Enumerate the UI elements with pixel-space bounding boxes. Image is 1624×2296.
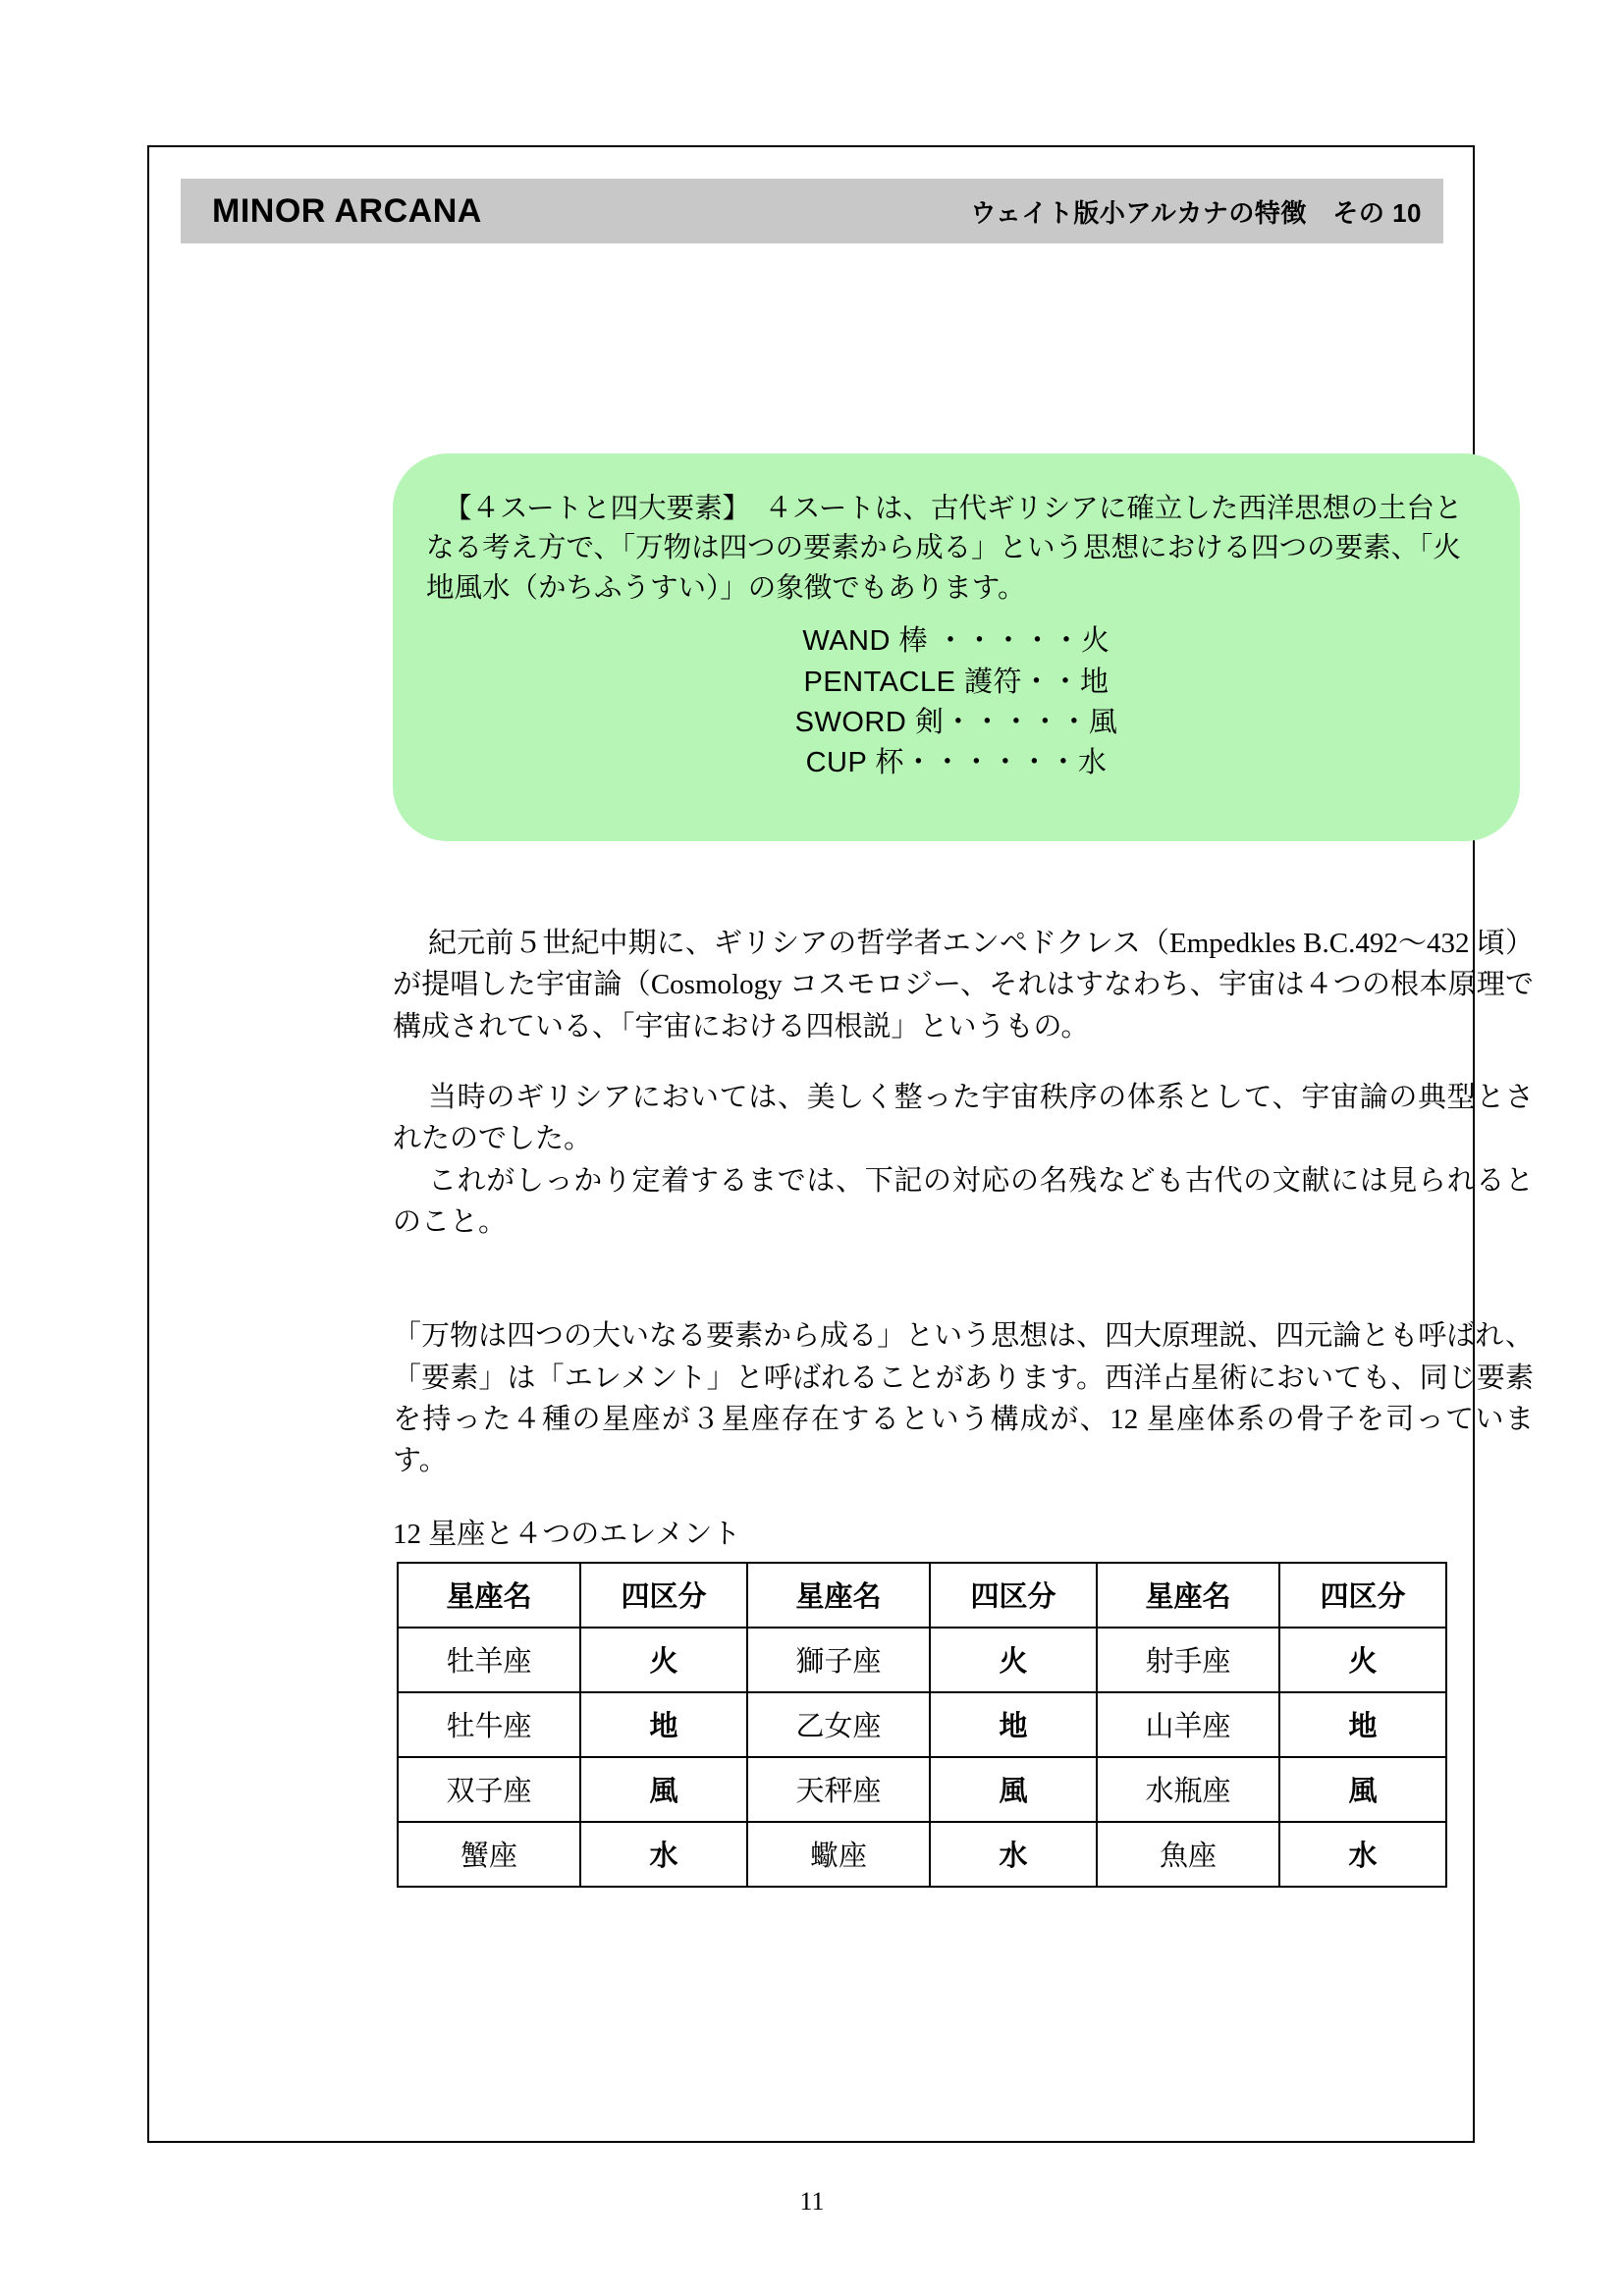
table-cell: 天秤座 xyxy=(747,1757,930,1822)
paragraph-remnants: これがしっかり定着するまでは、下記の対応の名残なども古代の文献には見られるとのこと。 xyxy=(393,1164,1534,1238)
table-header-row xyxy=(398,1563,1446,1628)
suit-line-pentacle: PENTACLE 護符・・地 xyxy=(803,666,1110,698)
table-row xyxy=(398,1692,1446,1757)
table-row xyxy=(398,1628,1446,1692)
table-header-cell: 四区分 xyxy=(1279,1563,1446,1628)
four-suits-callout xyxy=(393,454,1520,841)
table-caption: 12 星座と４つのエレメント xyxy=(393,1518,741,1550)
table-cell: 風 xyxy=(580,1757,747,1822)
table-cell: 火 xyxy=(930,1628,1097,1692)
zodiac-element-table xyxy=(397,1562,1447,1888)
table-cell: 獅子座 xyxy=(747,1628,930,1692)
suit-line-wand: WAND 棒 ・・・・・火 xyxy=(802,625,1110,658)
page-subtitle: ウェイト版小アルカナの特徴 その 10 xyxy=(970,197,1422,228)
page-title: MINOR ARCANA xyxy=(212,191,482,230)
table-cell: 水 xyxy=(930,1822,1097,1887)
page-header-band xyxy=(181,179,1443,243)
paragraph-greece: 当時のギリシアにおいては、美しく整った宇宙秩序の体系として、宇宙論の典型とされたのでした。 xyxy=(393,1081,1534,1155)
table-row xyxy=(398,1822,1446,1887)
body-content xyxy=(393,923,1534,1888)
table-cell: 魚座 xyxy=(1097,1822,1279,1887)
table-cell: 蠍座 xyxy=(747,1822,930,1887)
table-cell: 射手座 xyxy=(1097,1628,1279,1692)
table-cell: 風 xyxy=(1279,1757,1446,1822)
table-header-cell: 四区分 xyxy=(580,1563,747,1628)
table-cell: 火 xyxy=(580,1628,747,1692)
table-cell: 水瓶座 xyxy=(1097,1757,1279,1822)
callout-lead-text: 【４スートと四大要素】 ４スートは、古代ギリシアに確立した西洋思想の土台となる考え方で、「万物は四つの要素から成る」という思想における四つの要素、「火地風水（かちふうすい）」の象徴でもあります。 xyxy=(426,493,1463,604)
table-cell: 水 xyxy=(1279,1822,1446,1887)
table-cell: 水 xyxy=(580,1822,747,1887)
paragraph-spacer xyxy=(393,1272,1534,1315)
paragraph-elements: 「万物は四つの大いなる要素から成る」という思想は、四大原理説、四元論とも呼ばれ、「要素」は「エレメント」と呼ばれることがあります。西洋占星術においても、同じ要素を持った４種の星座が３星座存在するという構成が、12 星座体系の骨子を司っています。 xyxy=(393,1320,1534,1477)
table-cell: 山羊座 xyxy=(1097,1692,1279,1757)
table-header-cell: 星座名 xyxy=(747,1563,930,1628)
table-cell: 地 xyxy=(930,1692,1097,1757)
paragraph-empedocles: 紀元前５世紀中期に、ギリシアの哲学者エンペドクレス（Empedkles B.C.492〜432 頃）が提唱した宇宙論（Cosmology コスモロジー、それはすなわち、宇宙は４つの根本原理で構成されている、「宇宙における四根説」というもの。 xyxy=(393,928,1534,1042)
table-header-cell: 星座名 xyxy=(1097,1563,1279,1628)
table-cell: 風 xyxy=(930,1757,1097,1822)
suit-line-cup: CUP 杯・・・・・・水 xyxy=(805,746,1108,778)
table-cell: 地 xyxy=(1279,1692,1446,1757)
table-row xyxy=(398,1757,1446,1822)
page-number: 11 xyxy=(799,2187,825,2216)
table-cell: 牡牛座 xyxy=(398,1692,580,1757)
table-cell: 乙女座 xyxy=(747,1692,930,1757)
table-cell: 地 xyxy=(580,1692,747,1757)
suit-line-sword: SWORD 剣・・・・・風 xyxy=(794,706,1118,738)
table-cell: 双子座 xyxy=(398,1757,580,1822)
document-page xyxy=(147,145,1534,2143)
table-cell: 牡羊座 xyxy=(398,1628,580,1692)
table-cell: 火 xyxy=(1279,1628,1446,1692)
table-header-cell: 四区分 xyxy=(930,1563,1097,1628)
table-cell: 蟹座 xyxy=(398,1822,580,1887)
callout-suit-list xyxy=(426,621,1487,783)
table-header-cell: 星座名 xyxy=(398,1563,580,1628)
